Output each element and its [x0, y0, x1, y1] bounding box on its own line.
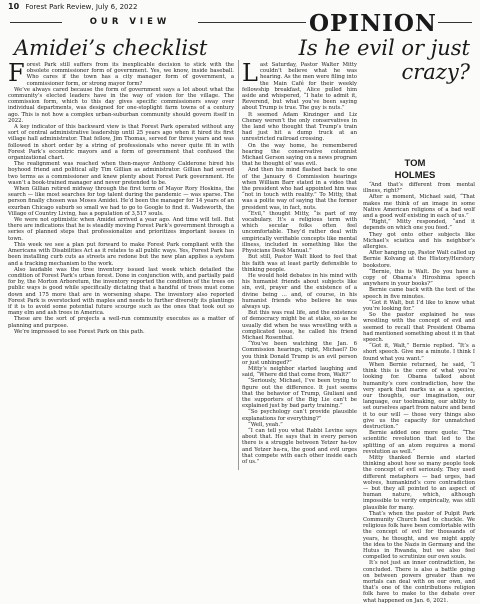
paragraph: It’s not just an inner contradiction, he concluded. There is also a battle going on between powers greater than we mortals can deal with on our own, and that’s one of the contributions religion folk have to make to the debate over what happened on Jan. 6, 2021. [363, 560, 475, 604]
paragraph: Bernie came back with the text of the speech in five minutes. [363, 287, 475, 300]
column-body-right [363, 182, 475, 604]
paragraph: “Well, yeah.” [248, 421, 283, 428]
paragraph: “So psychology can’t provide plausible explanations for everything?” [242, 409, 357, 422]
paragraph: This week we see a plan put forward to make Forest Park compliant with the Americans with Disabilities Act as it relates to all public ways. Yes, Forest Park has been installing curb cuts as streets are redone but the new plan applies a system and a tracking mechanism to the work. [8, 241, 234, 267]
column-body-left [242, 59, 357, 465]
paragraph: After hanging up, Pastor Walt called up Bernie Kolvang at the History/Herstory bookstore. [363, 250, 475, 269]
section-label-our-view: OUR VIEW [89, 17, 171, 27]
paragraph: A key indicator of this backward view is that Forest Park operated without any sort of central administrative leadership until 25 years ago when it hired its first village hall administrator. That fellow, Jim Thomas, served for three years and was followed in short order by a string of professionals who never quite fit in with Forest Park’s eccentric mayors and a form of government that confused the organizational chart. [8, 124, 234, 162]
paragraph: These are the sort of projects a well-run community executes as a matter of planning and purpose. [8, 316, 234, 329]
paragraph: “Bernie, this is Walt. Do you have a copy of Obama’s Hiroshima speech anywhere in your books?” [363, 268, 475, 288]
drop-cap: L [242, 59, 258, 87]
author-byline [380, 158, 450, 182]
paragraph: But this was real life, and the existence of democracy might be at stake, so as he usually did when he was wrestling with a complicated issue, he called his friend Michael Rosenthal. [242, 310, 357, 341]
paragraph: “I can tell you what Rabbi Levine says about that. He says that in every person there is a struggle between Yetzer ha-tov and Yetzer ha-ra, the good and evil urges that compete with each other inside each of us.” [242, 427, 357, 465]
paragraph: When Bernie returned, he said, “I think this is the core of what you’re looking for. Obama talked about humanity’s core contradiction, how the very spark that marks us as a species, our thoughts, our imagination, our language, our toolmaking, our ability to set ourselves apart from nature and bend it to our will — those very things also give us the capacity for unmatched destruction.” [363, 361, 475, 430]
paragraph: But still, Pastor Walt liked to feel that his faith was at least partly defensible to thinking people. [242, 254, 357, 273]
author-last-name: HOLMES [394, 170, 436, 181]
paragraph: “You’ve been watching the Jan. 6 Commission hearings, right, Michael? Do you think Donald Trump is an evil person or just unhinged?” [242, 341, 357, 366]
paragraph: Bernie added one more quote: “The scientific revolution that led to the splitting of an atom requires a moral revolution as well.” [363, 430, 475, 455]
paragraph: We’ve always cared because the form of government says a lot about what the community’s elected leaders have in the way of vision for the village. The commission form, which to this day gives specific commissioners sway over individual departments, was designed for one-stoplight farm towns of a century ago. This is not how a complex urban-suburban community should govern itself in 2022. [8, 86, 234, 124]
paragraph: Mitty’s neighbor started laughing and said, “Where did that come from, Walt?” [242, 365, 357, 379]
paragraph: “And that’s different from mental illness, right?” [363, 182, 475, 195]
column-headline: Is he evil or just crazy? [298, 36, 470, 84]
rule-left [10, 22, 62, 23]
paragraph: Forest Park still suffers from its inexplicable decision to stick with the obsolete commissioner form of government. Yes, we know, inside baseball. Who cares if the town has a city manager form of government, a commissioner form, or strong mayor form? [8, 59, 234, 87]
paragraph: “Evil,” thought Mitty, “is part of my vocabulary. It’s a religious term with which secular folks often feel uncomfortable. They’d rather deal with empirically verifiable concepts like mental illness, included in something like the Physicians Desk Manual.” [242, 210, 357, 255]
paragraph: That’s when the pastor of Pulpit Park Community Church had to chuckle. We religious folk have been comfortable with the concept of evil for thousands of years, he thought, and we might apply the idea to the Nazis in Germany and the Hutus in Rwanda, but we also feel compelled to scrutinize our own souls. [363, 510, 475, 561]
publication-line: Forest Park Review, July 6, 2022 [25, 3, 138, 11]
paragraph: “Got it Walt, but I’d like to know what you’re looking for.” [363, 299, 475, 313]
paragraph: They got onto other subjects like Michael’s sciatica and his neighbor’s allergies. [363, 231, 475, 251]
paragraph: We’re impressed to see Forest Park on this path. [14, 328, 145, 335]
rule-right [438, 22, 472, 23]
author-first-name: TOM [404, 158, 426, 169]
editorial-headline: Amidei’s checklist [14, 36, 208, 60]
paragraph: He would hold debates in his mind with his humanist friends about subjects like sin, evil, prayer and the existence of a divine being … and, of course, in his humanist friends who believe he was always up. [242, 272, 357, 310]
paragraph: Mitty thanked Bernie and started thinking about how so many people took the concept of evil seriously. They used different metaphors — bad urges, bad wolves, humankind’s core contradiction — but they all pointed to an aspect of human nature, which, although impossible to verify empirically, was still plausible for many. [363, 454, 475, 511]
paragraph: The realignment was reached when then-mayor Anthony Calderone hired his boyhood friend and political ally Tim Gillian as administrator. Gillian had served two terms as a commissioner and knew plenty about Forest Park government. He wasn’t a book-trained manager and never pretended to be. [8, 161, 234, 186]
column-divider [238, 60, 239, 470]
paragraph: On the way home, he remembered hearing the conservative columnist Michael Gerson saying on a news program that he thought ol’ was evil. [242, 142, 357, 168]
paragraph: “Seriously, Michael, I’ve been trying to figure out the difference. It just seems that the behavior of Trump, Giuliani and the supporters of the Big Lie can’t be explained just by bad party training.” [242, 378, 357, 410]
section-label-opinion: OPINION [309, 10, 437, 37]
rule-middle [198, 22, 306, 23]
page-number: 10 [8, 2, 20, 11]
paragraph: And then his mind flashed back to one of the January 6 Commission hearings when William Barr stated in a video that the president who had appointed him was “not in touch with reality.” To Mitty, that was a polite way of saying that the former president was, in fact, nuts. [242, 167, 357, 211]
paragraph: Last Saturday, Pastor Walter Mitty couldn’t believe what he was hearing. As the men were filing into the Main Café for their weekly fellowship breakfast, Alice pulled him aside and whispered, “I hate to admit it, Reverend, but what you’ve been saying about Trump is true. The guy is nuts.” [242, 59, 357, 112]
paragraph: After a moment, Michael said, “That makes me think of an image in some Native American religions of a bad wolf and a good wolf existing in each of us.” [363, 194, 475, 220]
paragraph: When Gillian retired midway through the first term of Mayor Rory Hoskins, the search — like most searches for top talent during the pandemic — was sparse. The person finally chosen was Moses Amidei. He’d been the manager for 14 years of an exurban Chicago suburb so small we had to go to Google to find it. Wadsworth, the Village of Country Living, has a population of 3,517 souls. [8, 186, 234, 217]
paragraph: “Right,” Mitty responded, “and it depends on which one you feed.” [363, 219, 475, 232]
editorial-body [8, 59, 234, 335]
paragraph: “Got it, Walt,” Bernie replied. “It’s a short speech. Give me a minute. I think I found what you want.” [363, 343, 475, 362]
paragraph: Also laudable was the tree inventory issued last week which detailed the condition of Forest Park’s urban forest. Done in conjunction with, and partially paid for by, the Morton Arboretum, the inventory reported the condition of the trees on public ways is good while specifically dictating that a handful of trees must come down and 175 more that are in worsening shape. The inventory also reported Forest Park is overstocked with maples and needs to further diversify its plantings if it is to avoid some potential future scourge such as the ones that took out so many elm and ash trees in America. [8, 266, 234, 317]
page-header [8, 2, 137, 11]
drop-cap: F [8, 59, 25, 87]
paragraph: We were not optimistic when Amidei arrived a year ago. And time will tell. But there are indications that he is steadily moving Forest Park’s government through a series of planned steps that professionalize and prioritizes important issues in town. [8, 217, 234, 242]
paragraph: It seemed Adam Kinzinger and Liz Cheney weren’t the only conservatives in the land who thought that Trump’s train had just hit a dump truck at an unrestricted railroad crossing. [242, 111, 357, 143]
paragraph: So the pastor explained he was wrestling with the concept of evil and seemed to recall that President Obama had mentioned something about it in that speech. [363, 312, 475, 344]
